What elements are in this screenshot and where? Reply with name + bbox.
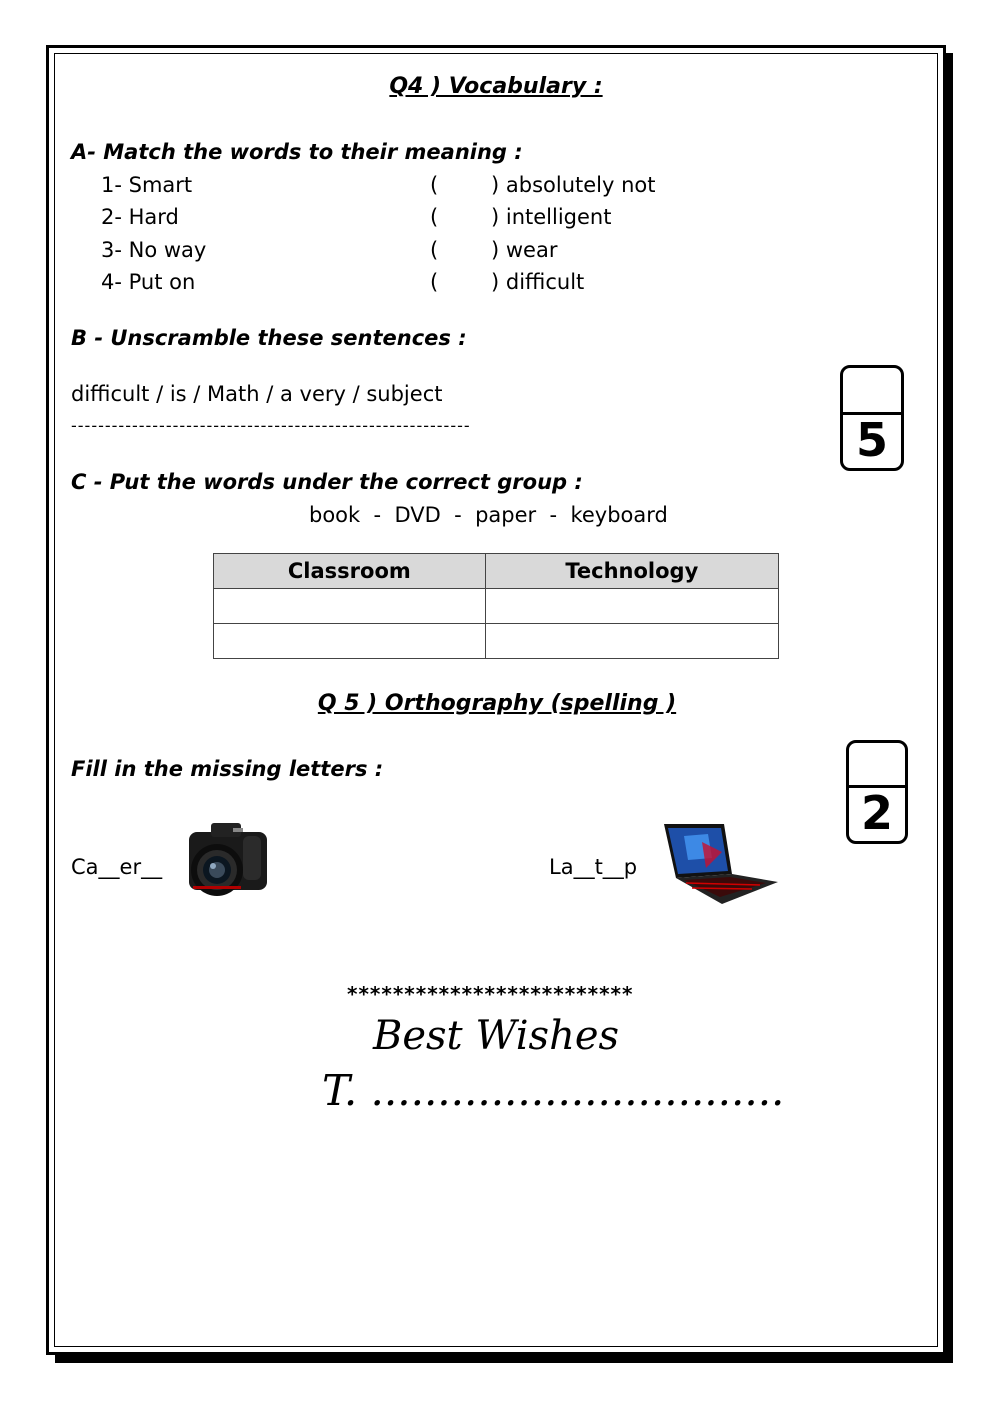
match-meaning-3: ) wear [491, 238, 558, 262]
match-word-3: 3- No way [101, 238, 207, 262]
table-cell[interactable] [214, 624, 486, 659]
score-blank [849, 743, 905, 788]
spelling-item-camera: Ca__er__ [71, 855, 163, 879]
score-total: 2 [860, 786, 893, 840]
score-blank [843, 368, 901, 415]
answer-paren-4: ( [430, 270, 439, 294]
part-c-heading: C - Put the words under the correct group : [71, 470, 583, 494]
match-meaning-2: ) intelligent [491, 205, 612, 229]
score-total: 5 [855, 413, 888, 467]
answer-paren-3: ( [430, 238, 439, 262]
stars-separator: ************************* [347, 982, 634, 1006]
part-b-heading: B - Unscramble these sentences : [71, 326, 467, 350]
group-table [213, 553, 779, 659]
match-word-1: 1- Smart [101, 173, 193, 197]
q5-instruction: Fill in the missing letters : [71, 757, 384, 781]
answer-line[interactable]: ----------------------------------------------------------- [71, 416, 471, 435]
score-box-q5 [846, 740, 908, 844]
column-header-classroom: Classroom [214, 554, 486, 589]
word-bank: book - DVD - paper - keyboard [309, 503, 668, 527]
match-word-4: 4- Put on [101, 270, 196, 294]
answer-paren-1: ( [430, 173, 439, 197]
column-header-technology: Technology [485, 554, 778, 589]
best-wishes: Best Wishes [372, 1013, 620, 1059]
match-word-2: 2- Hard [101, 205, 179, 229]
table-cell[interactable] [485, 624, 778, 659]
part-a-heading: A- Match the words to their meaning : [71, 140, 523, 164]
spelling-item-laptop: La__t__p [549, 855, 638, 879]
q4-title: Q4 ) Vocabulary : [389, 74, 603, 99]
scrambled-sentence: difficult / is / Math / a very / subject [71, 382, 443, 406]
laptop-icon [662, 822, 780, 906]
match-meaning-4: ) difficult [491, 270, 585, 294]
teacher-signature: T. ............................... [322, 1066, 785, 1115]
q5-title: Q 5 ) Orthography (spelling ) [317, 691, 677, 716]
camera-icon [183, 818, 271, 898]
score-box-q4 [840, 365, 904, 471]
table-cell[interactable] [214, 589, 486, 624]
table-cell[interactable] [485, 589, 778, 624]
match-meaning-1: ) absolutely not [491, 173, 656, 197]
answer-paren-2: ( [430, 205, 439, 229]
